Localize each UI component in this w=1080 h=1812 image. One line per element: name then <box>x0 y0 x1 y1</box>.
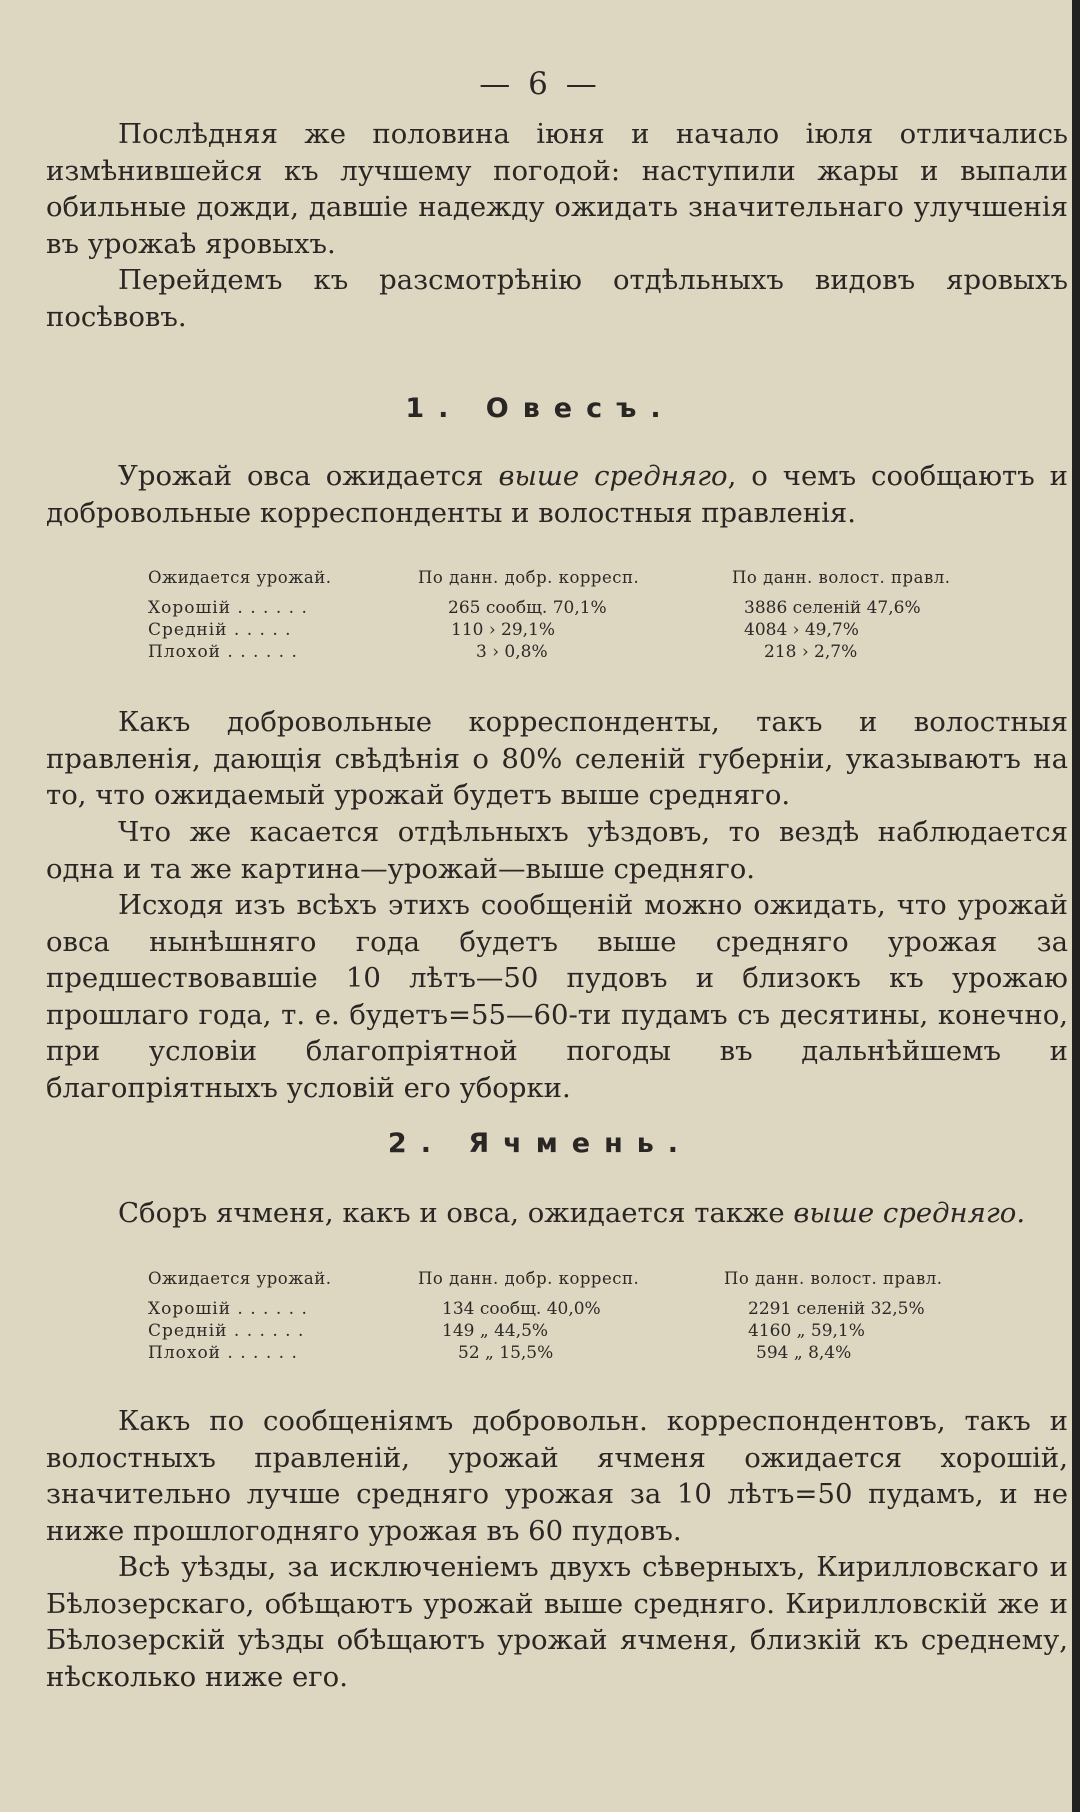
table-cell: 2291 селеній 32,5% <box>748 1299 925 1319</box>
table-header-cell: Ожидается урожай. <box>148 568 332 587</box>
table-cell: 265 сообщ. 70,1% <box>448 598 607 618</box>
table-header-cell: По данн. волост. правл. <box>724 1269 943 1288</box>
table-cell: 52 „ 15,5% <box>458 1343 554 1363</box>
table-cell: Хорошій . . . . . . <box>148 598 308 618</box>
table-cell: Плохой . . . . . . <box>148 642 298 662</box>
paragraph-1: Послѣдняя же половина іюня и начало іюля отличались измѣнившейся къ лучшему погодой: наступили жары и выпали обильные дожди, давшіе надежду ожидать значительнаго улучшенія въ урожаѣ яровыхъ. <box>46 118 1068 260</box>
table-cell: 4084 › 49,7% <box>744 620 859 640</box>
paragraph-2: Перейдемъ къ разсмотрѣнію отдѣльныхъ видовъ яровыхъ посѣвовъ. <box>46 264 1068 333</box>
table-cell: 149 „ 44,5% <box>442 1321 549 1341</box>
table-header-cell: По данн. добр. корресп. <box>418 1269 640 1288</box>
table-cell: 218 › 2,7% <box>764 642 858 662</box>
table-cell: 3 › 0,8% <box>476 642 548 662</box>
barley-text-2: Всѣ уѣзды, за исключеніемъ двухъ сѣверныхъ, Кирилловскаго и Бѣлозерскаго, обѣщаютъ урожай выше средняго. Кирилловскій же и Бѣлозерскій уѣзды обѣщаютъ урожай ячменя, близкій къ среднему, нѣсколько ниже его. <box>46 1551 1068 1693</box>
table-cell: 134 сообщ. 40,0% <box>442 1299 601 1319</box>
table-cell: 4160 „ 59,1% <box>748 1321 865 1341</box>
table-cell: Плохой . . . . . . <box>148 1343 298 1363</box>
table-cell: 594 „ 8,4% <box>756 1343 852 1363</box>
table-cell: 110 › 29,1% <box>451 620 556 640</box>
table-cell: 3886 селеній 47,6% <box>744 598 921 618</box>
table-cell: Хорошій . . . . . . <box>148 1299 308 1319</box>
oats-intro-emphasis: выше средняго <box>498 460 728 492</box>
barley-intro: Сборъ ячменя, какъ и овса, ожидается также выше средняго. <box>118 1197 1026 1229</box>
table-header-cell: По данн. волост. правл. <box>732 568 951 587</box>
table-cell: Средній . . . . . . <box>148 1321 305 1341</box>
table-header-cell: По данн. добр. корресп. <box>418 568 640 587</box>
oats-text-3: Исходя изъ всѣхъ этихъ сообщеній можно ожидать, что урожай овса нынѣшняго года будетъ выше средняго урожая за предшествовавшіе 10 лѣтъ—50 пудовъ и близокъ къ урожаю прошлаго года, т. е. будетъ=55—60-ти пудамъ съ десятины, конечно, при условіи благопріятной погоды въ дальнѣйшемъ и благопріятныхъ условій его уборки. <box>46 889 1068 1104</box>
section-heading-oats: 1. Овесъ. <box>405 393 675 424</box>
page-edge-shadow <box>1072 0 1080 1812</box>
section-heading-barley: 2. Ячмень. <box>387 1128 693 1159</box>
oats-text-2: Что же касается отдѣльныхъ уѣздовъ, то вездѣ наблюдается одна и та же картина—урожай—выше средняго. <box>46 816 1068 885</box>
barley-intro-emphasis: выше средняго. <box>793 1197 1026 1229</box>
page-number: — 6 — <box>479 66 601 102</box>
table-header-cell: Ожидается урожай. <box>148 1269 332 1288</box>
oats-text-1: Какъ добровольные корреспонденты, такъ и волостныя правленія, дающія свѣдѣнія о 80% селеній губерніи, указываютъ на то, что ожидаемый урожай будетъ выше средняго. <box>46 706 1068 811</box>
oats-intro: Урожай овса ожидается выше средняго, о чемъ сообщаютъ и добровольные корреспонденты и волостныя правленія. <box>46 460 1068 529</box>
table-cell: Средній . . . . . <box>148 620 292 640</box>
barley-text-1: Какъ по сообщеніямъ добровольн. корреспондентовъ, такъ и волостныхъ правленій, урожай ячменя ожидается хорошій, значительно лучше средняго урожая за 10 лѣтъ=50 пудамъ, и не ниже прошлогодняго урожая въ 60 пудовъ. <box>46 1405 1068 1547</box>
